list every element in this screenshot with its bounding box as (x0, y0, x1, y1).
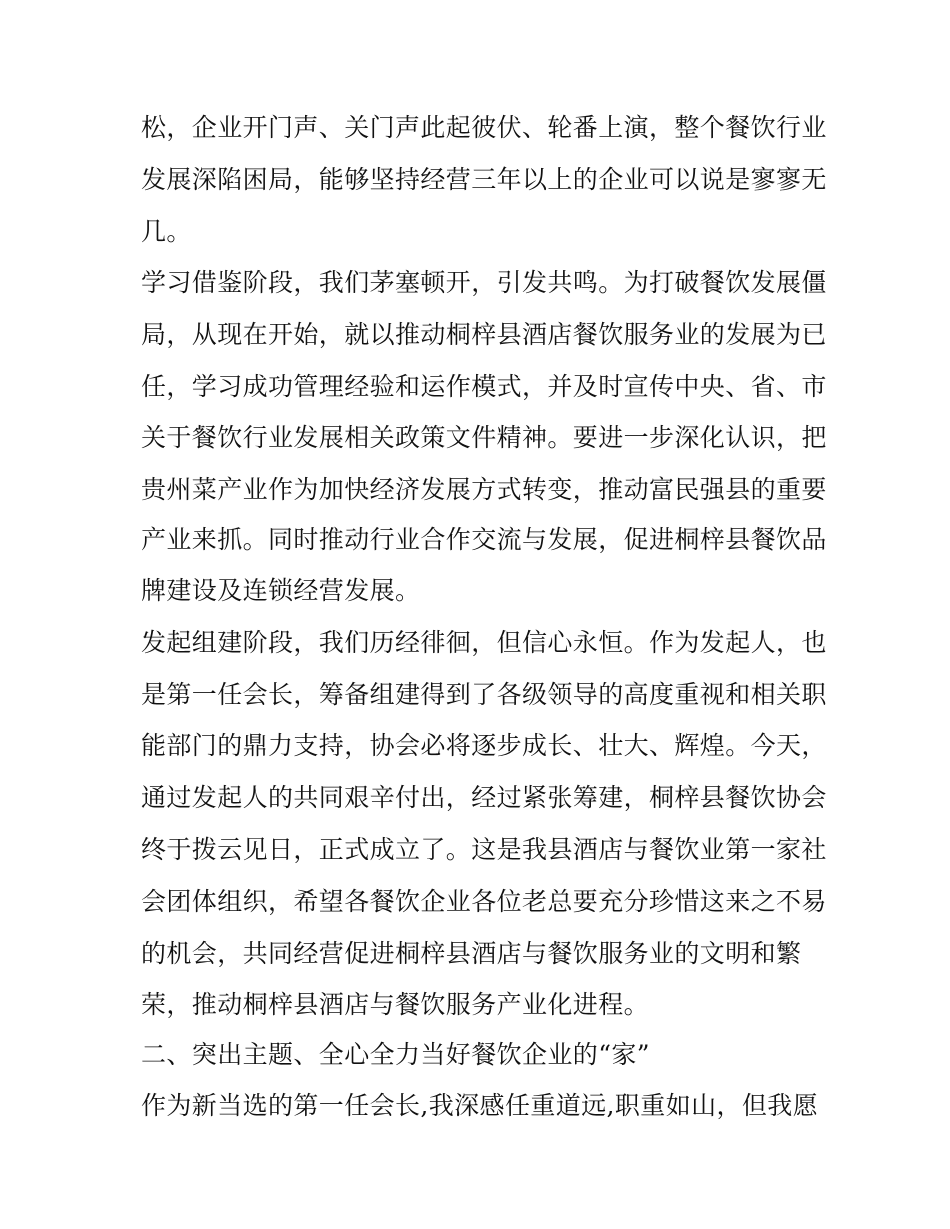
text-line: 发展深陷困局，能够坚持经营三年以上的企业可以说是寥寥无 (141, 165, 827, 194)
text-line: 产业来抓。同时推动行业合作交流与发展，促进桐梓县餐饮品 (141, 525, 827, 554)
text-line: 牌建设及连锁经营发展。 (141, 576, 421, 605)
text-line: 局，从现在开始，就以推动桐梓县酒店餐饮服务业的发展为已 (141, 320, 827, 349)
text-line: 任，学习成功管理经验和运作模式，并及时宣传中央、省、市 (141, 372, 827, 401)
text-line: 荣，推动桐梓县酒店与餐饮服务产业化进程。 (141, 990, 650, 1019)
text-line: 通过发起人的共同艰辛付出，经过紧张筹建，桐梓县餐饮协会 (141, 783, 827, 812)
text-line: 作为新当选的第一任会长,我深感任重道远,职重如山，但我愿 (141, 1091, 819, 1120)
section-heading: 二、突出主题、全心全力当好餐饮企业的“家” (141, 1040, 650, 1069)
text-line: 终于拨云见日，正式成立了。这是我县酒店与餐饮业第一家社 (141, 835, 827, 864)
text-line: 几。 (141, 217, 192, 246)
text-line: 发起组建阶段，我们历经徘徊，但信心永恒。作为发起人，也 (141, 628, 827, 657)
text-line: 能部门的鼎力支持，协会必将逐步成长、壮大、辉煌。今天， (141, 731, 827, 760)
text-line: 会团体组织，希望各餐饮企业各位老总要充分珍惜这来之不易 (141, 887, 827, 916)
text-line: 贵州菜产业作为加快经济发展方式转变，推动富民强县的重要 (141, 475, 827, 504)
text-line: 松，企业开门声、关门声此起彼伏、轮番上演，整个餐饮行业 (141, 113, 827, 142)
text-line: 学习借鉴阶段，我们茅塞顿开，引发共鸣。为打破餐饮发展僵 (141, 268, 827, 297)
text-line: 是第一任会长，筹备组建得到了各级领导的高度重视和相关职 (141, 680, 827, 709)
text-line: 关于餐饮行业发展相关政策文件精神。要进一步深化认识，把 (141, 423, 827, 452)
text-line: 的机会，共同经营促进桐梓县酒店与餐饮服务业的文明和繁 (141, 939, 802, 968)
